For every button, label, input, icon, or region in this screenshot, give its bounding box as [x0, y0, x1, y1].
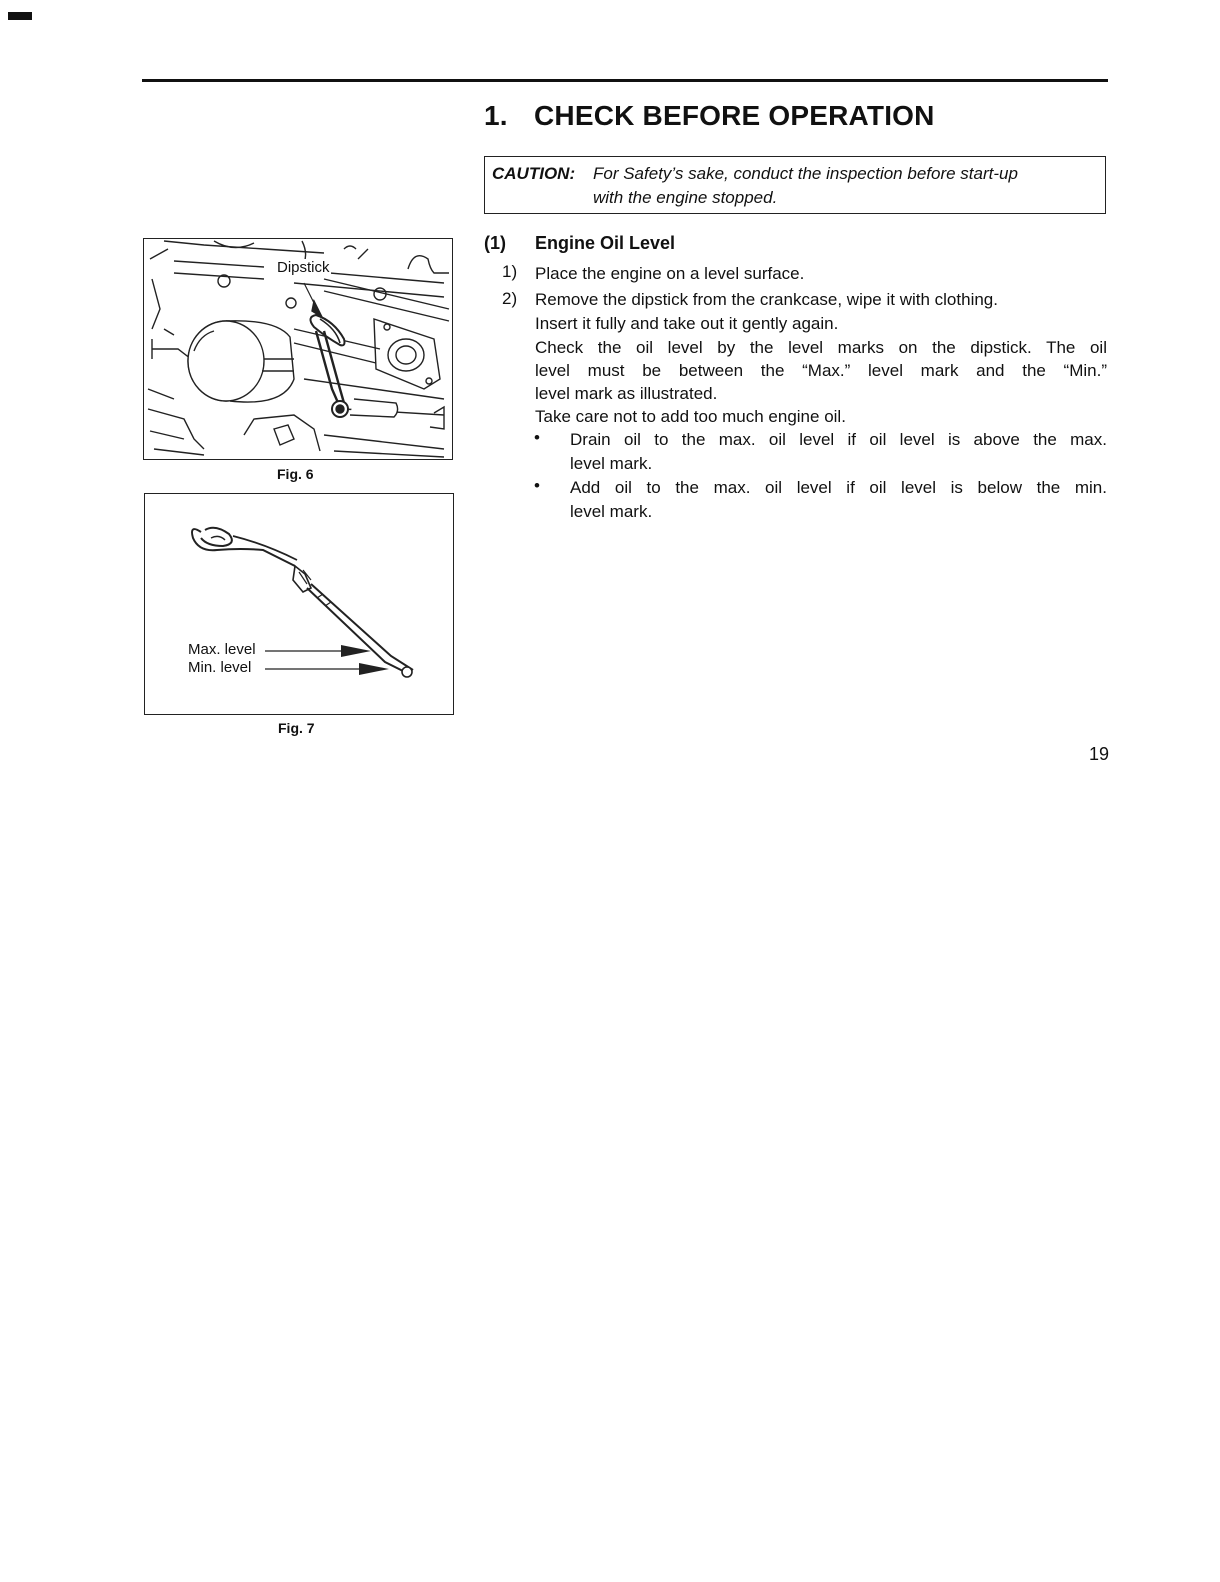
figure-7-caption: Fig. 7 — [278, 720, 315, 736]
scan-corner-mark — [8, 12, 32, 20]
step-2-line-5: level mark as illustrated. — [535, 384, 718, 403]
header-rule — [142, 79, 1108, 82]
page-title — [484, 100, 935, 132]
page-number: 19 — [1089, 744, 1110, 764]
section-number: 1. — [484, 100, 508, 131]
section-title: CHECK BEFORE OPERATION — [534, 100, 935, 131]
bullet-2-line-1: Add oil to the max. oil level if oil level is below the min. — [570, 478, 1107, 497]
subsection-heading — [484, 233, 675, 254]
caution-line-1: For Safety’s sake, conduct the inspection before start-up — [593, 164, 1018, 183]
bullet-1-marker: • — [534, 428, 540, 447]
max-level-label: Max. level — [188, 641, 256, 658]
figure-7 — [144, 493, 454, 715]
min-level-label: Min. level — [188, 659, 252, 676]
caution-box — [484, 156, 1106, 214]
figure-6-caption: Fig. 6 — [277, 466, 314, 482]
step-2-line-4: level must be between the “Max.” level mark and the “Min.” — [535, 361, 1107, 380]
step-1-text: Place the engine on a level surface. — [535, 264, 805, 283]
step-1-number: 1) — [502, 262, 518, 281]
step-2-line-6: Take care not to add too much engine oil. — [535, 407, 846, 426]
caution-line-2: with the engine stopped. — [593, 188, 778, 207]
bullet-1-line-1: Drain oil to the max. oil level if oil level is above the max. — [570, 430, 1107, 449]
subsection-title: Engine Oil Level — [535, 233, 676, 253]
dipstick-label: Dipstick — [277, 259, 330, 276]
dipstick-illustration-icon — [145, 494, 453, 714]
caution-label: CAUTION: — [492, 164, 576, 183]
step-2-line-3: Check the oil level by the level marks on the dipstick. The oil — [535, 338, 1107, 357]
step-2-line-2: Insert it fully and take out it gently again. — [535, 314, 839, 333]
step-2-line-1: Remove the dipstick from the crankcase, wipe it with clothing. — [535, 290, 998, 309]
step-2-number: 2) — [502, 289, 518, 308]
bullet-2-line-2: level mark. — [570, 502, 653, 521]
subsection-number: (1) — [484, 233, 506, 253]
bullet-1-line-2: level mark. — [570, 454, 653, 473]
bullet-2-marker: • — [534, 476, 540, 495]
